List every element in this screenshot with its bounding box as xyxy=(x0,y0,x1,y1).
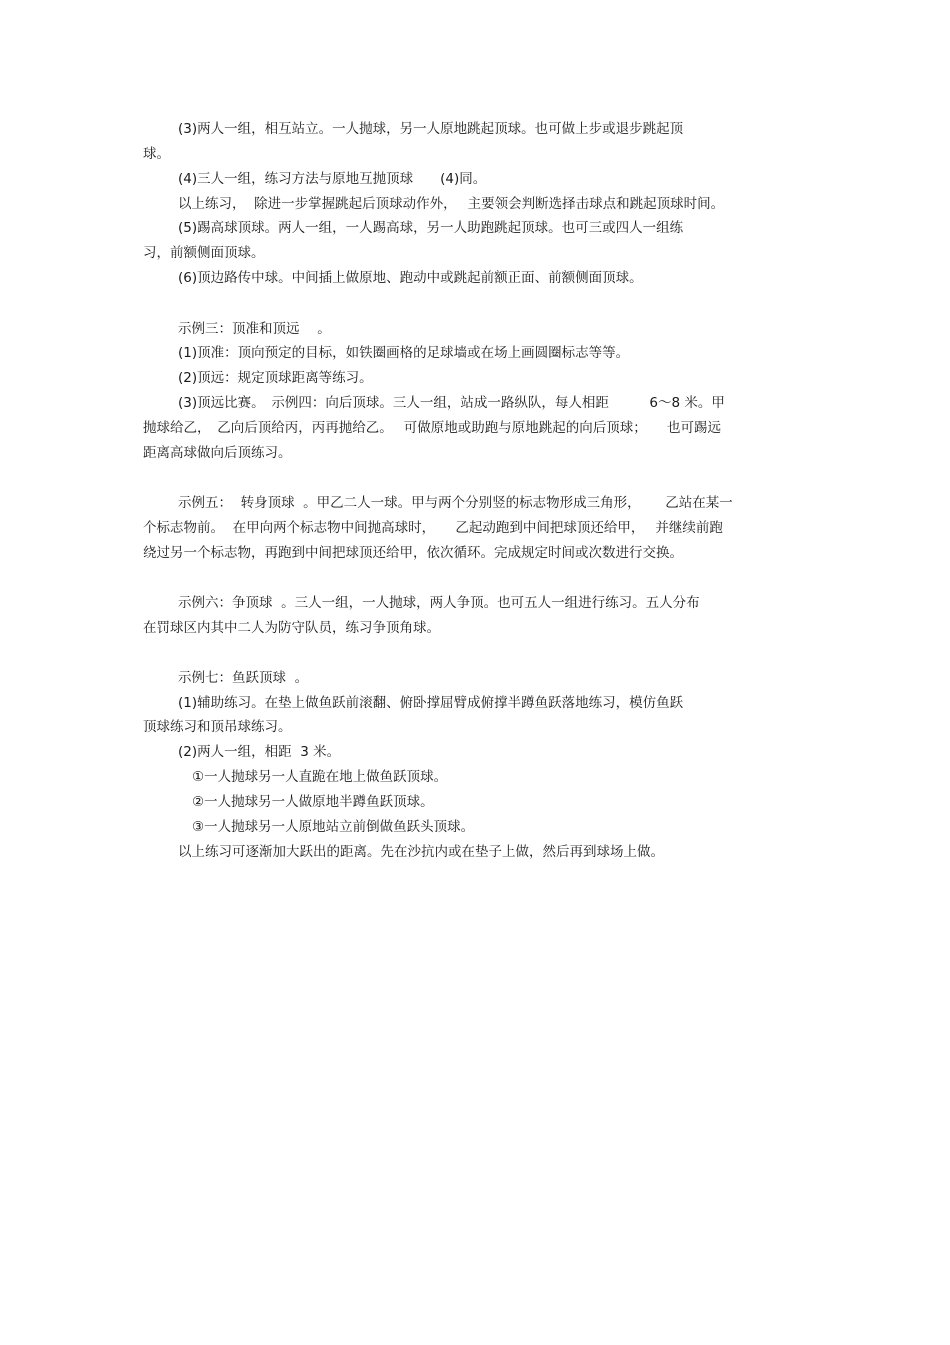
paragraph-line: 顶球练习和顶吊球练习。 xyxy=(143,719,292,735)
paragraph-line: (5)踢高球顶球。两人一组，一人踢高球，另一人助跑跳起顶球。也可三或四人一组练 xyxy=(178,220,684,236)
list-item: ②一人抛球另一人做原地半蹲鱼跃顶球。 xyxy=(192,794,434,810)
paragraph-line: (3)顶远比赛。 示例四：向后顶球。三人一组，站成一路纵队，每人相距 6～8 米。甲 xyxy=(178,395,725,411)
paragraph-line: 习，前额侧面顶球。 xyxy=(143,245,265,261)
section-heading: 示例六：争顶球 。三人一组，一人抛球，两人争顶。也可五人一组进行练习。五人分布 xyxy=(178,595,700,611)
paragraph-line: 在罚球区内其中二人为防守队员，练习争顶角球。 xyxy=(143,620,440,636)
paragraph-line: 以上练习， 除进一步掌握跳起后顶球动作外， 主要领会判断选择击球点和跳起顶球时间。 xyxy=(178,196,725,212)
paragraph-line: 个标志物前。 在甲向两个标志物中间抛高球时， 乙起动跑到中间把球顶还给甲， 并继续前跑 xyxy=(143,520,723,536)
paragraph-line: 距离高球做向后顶练习。 xyxy=(143,445,292,461)
list-item: ①一人抛球另一人直跪在地上做鱼跃顶球。 xyxy=(192,769,448,785)
list-item: ③一人抛球另一人原地站立前倒做鱼跃头顶球。 xyxy=(192,819,475,835)
paragraph-line: (2)两人一组，相距 3 米。 xyxy=(178,744,341,760)
section-heading: 示例五： 转身顶球 。甲乙二人一球。甲与两个分别竖的标志物形成三角形， 乙站在某一 xyxy=(178,495,733,511)
section-heading: 示例七：鱼跃顶球 。 xyxy=(178,670,309,686)
paragraph-line: 绕过另一个标志物，再跑到中间把球顶还给甲，依次循环。完成规定时间或次数进行交换。 xyxy=(143,545,683,561)
paragraph-line: (3)两人一组，相互站立。一人抛球，另一人原地跳起顶球。也可做上步或退步跳起顶 xyxy=(178,121,684,137)
paragraph-line: 以上练习可逐渐加大跃出的距离。先在沙抗内或在垫子上做，然后再到球场上做。 xyxy=(178,844,664,860)
paragraph-line: 抛球给乙， 乙向后顶给丙，丙再抛给乙。 可做原地或助跑与原地跳起的向后顶球； 也可踢远 xyxy=(143,420,722,436)
section-heading: 示例三：顶准和顶远 。 xyxy=(178,321,331,337)
paragraph-line: (1)辅助练习。在垫上做鱼跃前滚翻、俯卧撑屈臂成俯撑半蹲鱼跃落地练习，模仿鱼跃 xyxy=(178,695,684,711)
paragraph-line: (4)三人一组，练习方法与原地互抛顶球 (4)同。 xyxy=(178,171,487,187)
paragraph-line: (1)顶准：顶向预定的目标，如铁圈画格的足球墙或在场上画圆圈标志等等。 xyxy=(178,345,630,361)
paragraph-line: (6)顶边路传中球。中间插上做原地、跑动中或跳起前额正面、前额侧面顶球。 xyxy=(178,270,643,286)
paragraph-line: (2)顶远：规定顶球距离等练习。 xyxy=(178,370,373,386)
paragraph-line: 球。 xyxy=(143,146,170,162)
